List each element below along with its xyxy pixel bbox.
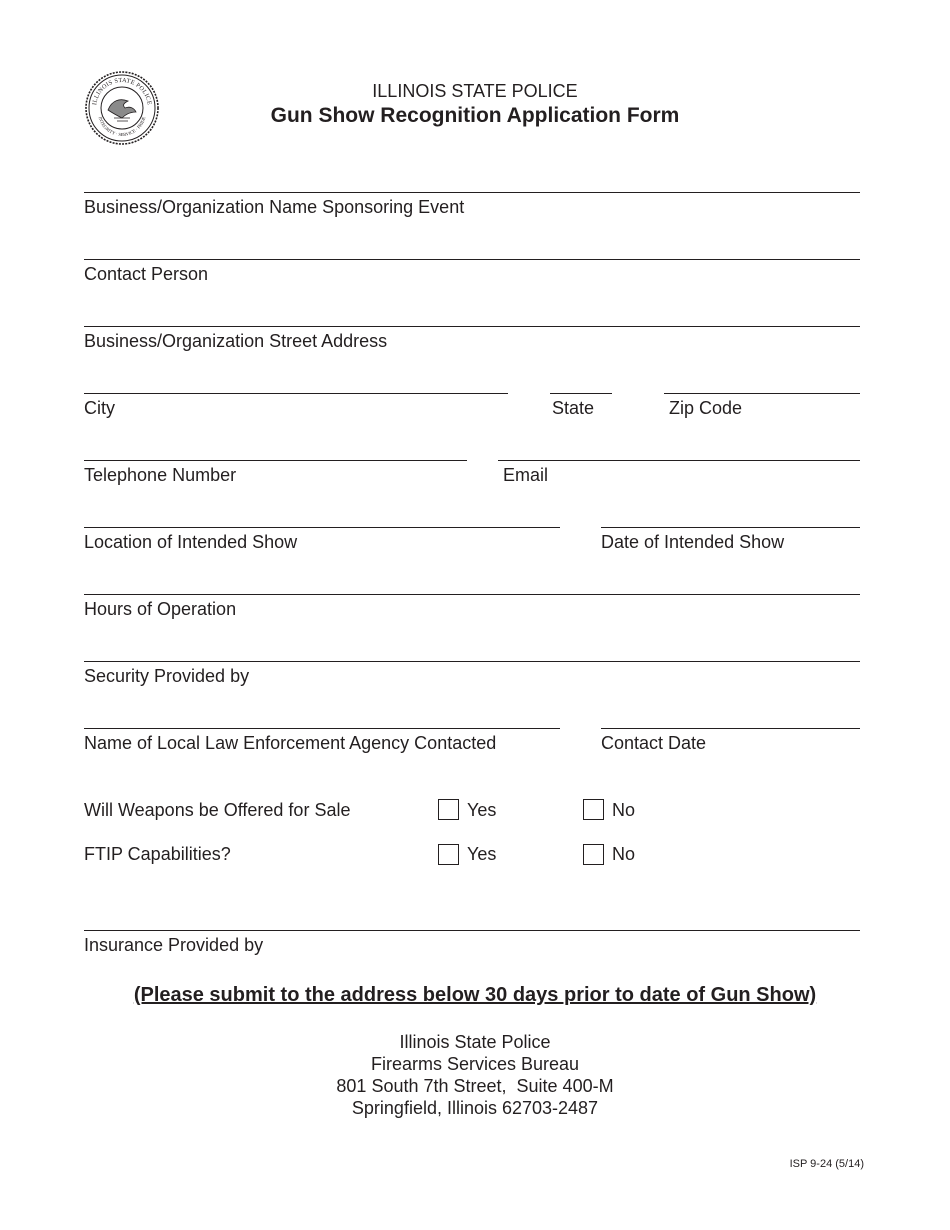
hours-of-operation-line: [84, 594, 860, 595]
insurance-provider-line: [84, 930, 860, 931]
city-label: City: [84, 398, 115, 418]
street-address-label: Business/Organization Street Address: [84, 331, 388, 351]
business-name-line: [84, 192, 860, 193]
hours-of-operation-input[interactable]: [84, 568, 860, 594]
contact-person-line: [84, 259, 860, 260]
show-date-input[interactable]: [601, 501, 860, 527]
email-line: [498, 460, 860, 461]
show-location-line: [84, 527, 560, 528]
telephone-line: [84, 460, 467, 461]
zip-code-label: Zip Code: [669, 398, 743, 418]
city-line: [84, 393, 508, 394]
ftip-no-checkbox[interactable]: [583, 844, 604, 865]
law-enforcement-agency-input[interactable]: [84, 702, 560, 728]
contact-date-line: [601, 728, 860, 729]
business-name-label: Business/Organization Name Sponsoring Event: [84, 197, 465, 217]
hours-of-operation-label: Hours of Operation: [84, 599, 237, 619]
ftip-no-label: No: [612, 844, 636, 864]
submission-instruction: (Please submit to the address below 30 days prior to date of Gun Show): [133, 984, 817, 1006]
street-address-line: [84, 326, 860, 327]
show-location-input[interactable]: [84, 501, 560, 527]
street-address-input[interactable]: [84, 300, 860, 326]
email-label: Email: [503, 465, 549, 485]
contact-date-input[interactable]: [601, 702, 860, 728]
weapons-for-sale-yes-checkbox[interactable]: [438, 799, 459, 820]
state-label: State: [552, 398, 595, 418]
zip-code-line: [664, 393, 860, 394]
weapons-for-sale-no-checkbox[interactable]: [583, 799, 604, 820]
show-date-label: Date of Intended Show: [601, 532, 785, 552]
agency-name: ILLINOIS STATE POLICE: [372, 81, 578, 101]
ftip-capabilities-label: FTIP Capabilities?: [84, 844, 231, 864]
insurance-provider-input[interactable]: [84, 904, 860, 930]
weapons-for-sale-label: Will Weapons be Offered for Sale: [84, 800, 351, 820]
contact-person-label: Contact Person: [84, 264, 209, 284]
security-provider-line: [84, 661, 860, 662]
law-enforcement-agency-line: [84, 728, 560, 729]
state-input[interactable]: [550, 367, 612, 393]
security-provider-input[interactable]: [84, 635, 860, 661]
security-provider-label: Security Provided by: [84, 666, 250, 686]
form-number: ISP 9-24 (5/14): [789, 1158, 864, 1170]
weapons-for-sale-no-label: No: [612, 800, 636, 820]
contact-date-label: Contact Date: [601, 733, 707, 753]
insurance-provider-label: Insurance Provided by: [84, 935, 264, 955]
show-location-label: Location of Intended Show: [84, 532, 298, 552]
ftip-yes-checkbox[interactable]: [438, 844, 459, 865]
business-name-input[interactable]: [84, 166, 860, 192]
email-input[interactable]: [498, 434, 860, 460]
svg-text:ILLINOIS STATE POLICE: ILLINOIS STATE POLICE: [91, 76, 153, 106]
form-title: Gun Show Recognition Application Form: [270, 104, 680, 127]
address-line-3: 801 South 7th Street, Suite 400-M: [336, 1076, 614, 1096]
address-line-4: Springfield, Illinois 62703-2487: [351, 1098, 599, 1118]
zip-code-input[interactable]: [664, 367, 860, 393]
telephone-label: Telephone Number: [84, 465, 237, 485]
city-input[interactable]: [84, 367, 508, 393]
svg-text:INTEGRITY · SERVICE · PRIDE: INTEGRITY · SERVICE · PRIDE: [97, 116, 147, 138]
contact-person-input[interactable]: [84, 233, 860, 259]
address-line-1: Illinois State Police: [399, 1032, 551, 1052]
ftip-yes-label: Yes: [467, 844, 497, 864]
weapons-for-sale-yes-label: Yes: [467, 800, 497, 820]
state-line: [550, 393, 612, 394]
show-date-line: [601, 527, 860, 528]
address-line-2: Firearms Services Bureau: [370, 1054, 580, 1074]
law-enforcement-agency-label: Name of Local Law Enforcement Agency Contacted: [84, 733, 497, 753]
telephone-input[interactable]: [84, 434, 467, 460]
